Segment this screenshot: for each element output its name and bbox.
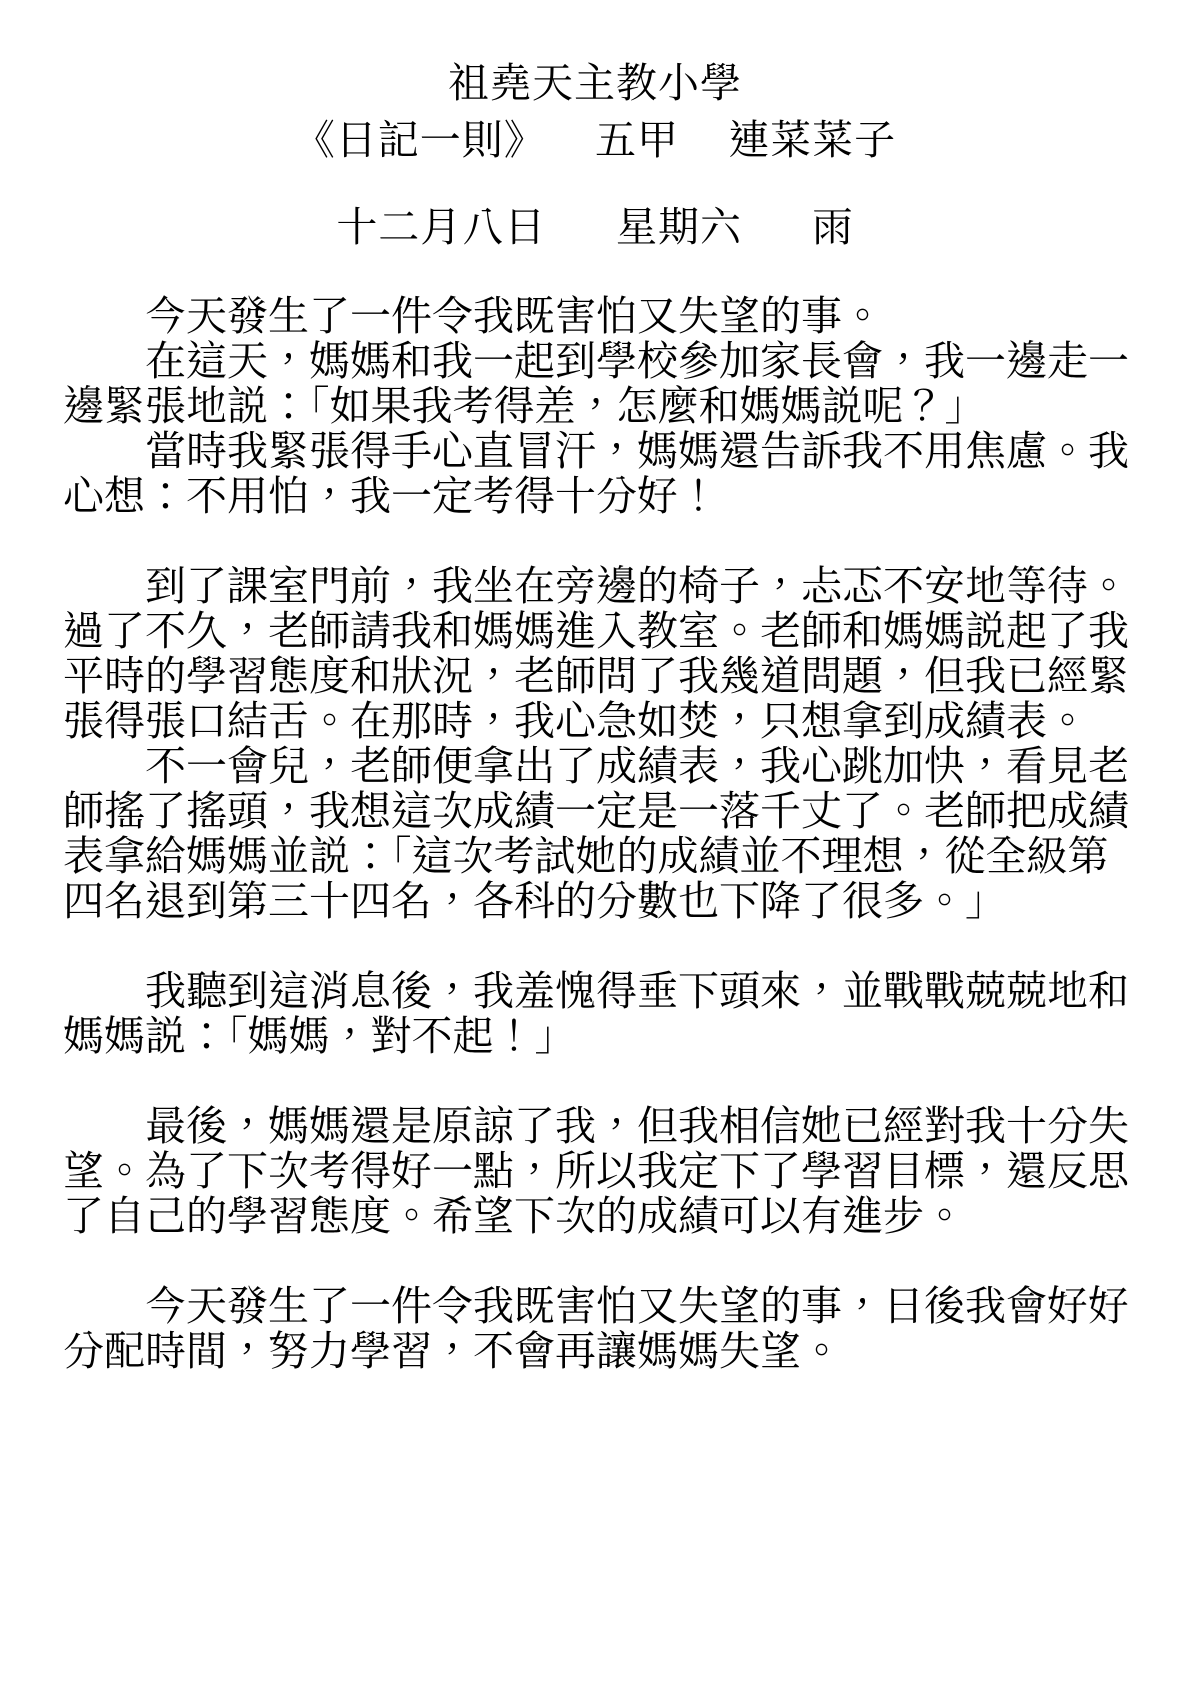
essay-body bbox=[63, 294, 1131, 1374]
paragraph-8: 今天發生了一件令我既害怕又失望的事，日後我會好好分配時間，努力學習，不會再讓媽媽失望。 bbox=[63, 1283, 1129, 1374]
title-line bbox=[0, 112, 1190, 169]
school-name: 祖堯天主教小學 bbox=[448, 60, 742, 106]
paragraph-1: 今天發生了一件令我既害怕又失望的事。 bbox=[145, 293, 883, 339]
paragraph-4: 到了課室門前，我坐在旁邊的椅子，忐忑不安地等待。過了不久，老師請我和媽媽進入教室。老師和媽媽説起了我平時的學習態度和狀況，老師問了我幾道問題，但我已經緊張得張口結舌。在那時，我心急如焚，只想拿到成績表。 bbox=[63, 563, 1129, 744]
diary-date: 十二月八日 bbox=[336, 204, 547, 250]
paragraph-2: 在這天，媽媽和我一起到學校參加家長會，我一邊走一邊緊張地説：「如果我考得差，怎麼和媽媽説呢？」 bbox=[63, 338, 1129, 429]
essay-title: 《日記一則》 bbox=[293, 117, 546, 163]
diary-weekday: 星期六 bbox=[616, 204, 742, 250]
paragraph-3: 當時我緊張得手心直冒汗，媽媽還告訴我不用焦慮。我心想：不用怕，我一定考得十分好！ bbox=[63, 428, 1129, 519]
paragraph-6: 我聽到這消息後，我羞愧得垂下頭來，並戰戰兢兢地和媽媽説：「媽媽，對不起！」 bbox=[63, 968, 1129, 1059]
date-line bbox=[0, 199, 1190, 256]
diary-weather: 雨 bbox=[811, 204, 854, 250]
paragraph-5: 不一會兒，老師便拿出了成績表，我心跳加快，看見老師搖了搖頭，我想這次成績一定是一落千丈了。老師把成績表拿給媽媽並説：「這次考試她的成績並不理想，從全級第四名退到第三十四名，各科的分數也下降了很多。」 bbox=[63, 743, 1129, 924]
paragraph-7: 最後，媽媽還是原諒了我，但我相信她已經對我十分失望。為了下次考得好一點，所以我定下了學習目標，還反思了自己的學習態度。希望下次的成績可以有進步。 bbox=[63, 1103, 1129, 1239]
author-name: 連菜菜子 bbox=[728, 117, 897, 163]
class-name: 五甲 bbox=[595, 117, 679, 163]
essay-header bbox=[0, 0, 1190, 169]
